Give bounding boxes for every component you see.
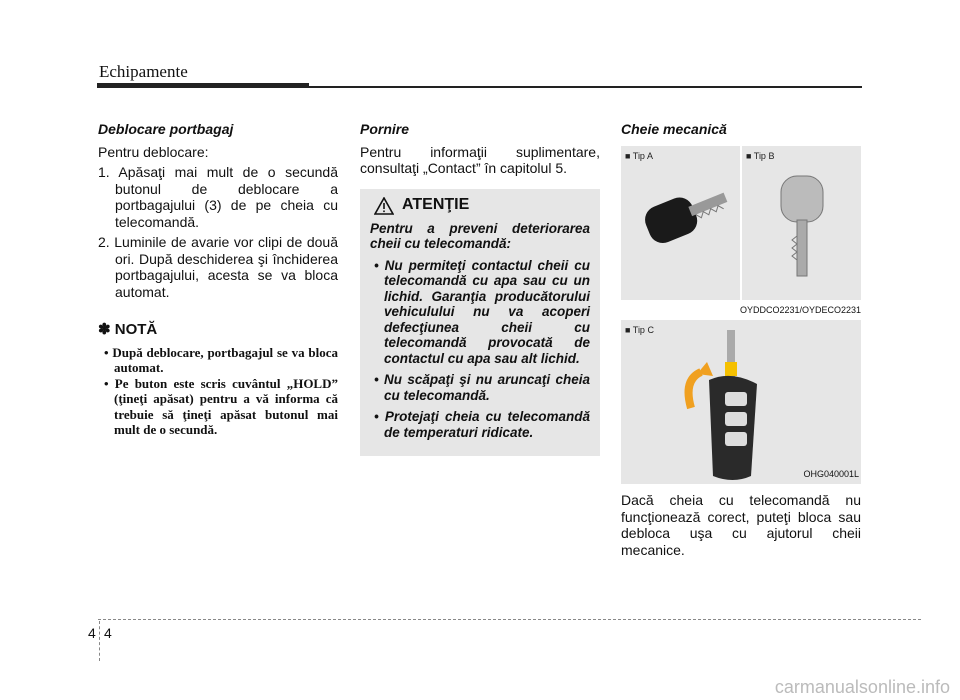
key-image-tip-b (742, 146, 861, 300)
column-mechanical-key (621, 121, 861, 558)
note-title: ✽ NOTĂ (98, 321, 158, 338)
image-code: OYDDCO2231/OYDECO2231 (739, 304, 861, 315)
warning-list (370, 258, 590, 441)
intro-text: Pentru deblocare: (98, 143, 209, 160)
warning-triangle-icon (374, 197, 394, 215)
section-title: Pornire (360, 121, 410, 137)
column-trunk-unlock (98, 121, 338, 438)
step-item: 1. Apăsaţi mai mult de o secundă butonul de deblocare a portbagajului (3) de pe cheia cu telecomandă. (98, 164, 338, 230)
remote-key-illustration (621, 320, 861, 484)
page-number: 4 (104, 625, 112, 641)
watermark: carmanualsonline.info (774, 677, 950, 697)
step-list (98, 164, 338, 300)
black-key-illustration (621, 146, 739, 300)
warning-header (370, 197, 590, 215)
column-start (360, 121, 600, 456)
tip-label: ■ Tip A (625, 150, 653, 161)
section-header: Echipamente (99, 62, 188, 81)
section-title: Deblocare portbagaj (98, 121, 234, 137)
header-rule (97, 86, 862, 88)
mechanical-key-text: Dacă cheia cu telecomandă nu funcţionează corect, puteţi bloca sau debloca uşa cu ajutorul cheii mecanice. (621, 492, 861, 558)
key-image-tip-a (621, 146, 740, 300)
grey-key-illustration (742, 146, 860, 300)
image-code: OHG040001L (803, 468, 859, 479)
warning-item: • Protejaţi cheia cu telecomandă de temperaturi ridicate. (374, 409, 590, 440)
note-item: • Pe buton este scris cuvântul „HOLD” (ţineţi apăsat) pentru a vă informa că trebuie să ţineţi apăsat butonul mai mult de o secundă. (104, 375, 338, 437)
warning-item: • Nu scăpaţi şi nu aruncaţi cheia cu telecomandă. (374, 372, 590, 403)
warning-title: ATENŢIE (402, 196, 470, 214)
footer-separator (99, 621, 100, 661)
footer-rule (98, 619, 921, 620)
warning-intro: Pentru a preveni deteriorarea cheii cu telecomandă: (370, 220, 590, 251)
warning-item: • Nu permiteţi contactul cheii cu telecomandă cu apa sau cu un lichid. Garanţia producătorului vehiculului nu va acoperi defecţiunea cheii cu telecomandă provocată de contactul cu apa sau alt lichid. (374, 257, 590, 366)
start-text: Pentru informaţii suplimentare, consultaţi „Contact” în capitolul 5. (360, 143, 600, 176)
tip-label: ■ Tip C (625, 325, 654, 335)
warning-box (360, 189, 600, 457)
tip-label: ■ Tip B (746, 150, 775, 161)
note-list (98, 345, 338, 438)
key-images (621, 146, 861, 485)
key-image-tip-c (621, 320, 861, 484)
step-item: 2. Luminile de avarie vor clipi de două ori. După deschiderea şi închiderea portbagajului, acesta se va bloca automat. (98, 234, 338, 300)
page-chapter-number: 4 (88, 625, 96, 641)
section-title: Cheie mecanică (621, 121, 727, 137)
note-item: • După deblocare, portbagajul se va bloca automat. (104, 344, 338, 375)
